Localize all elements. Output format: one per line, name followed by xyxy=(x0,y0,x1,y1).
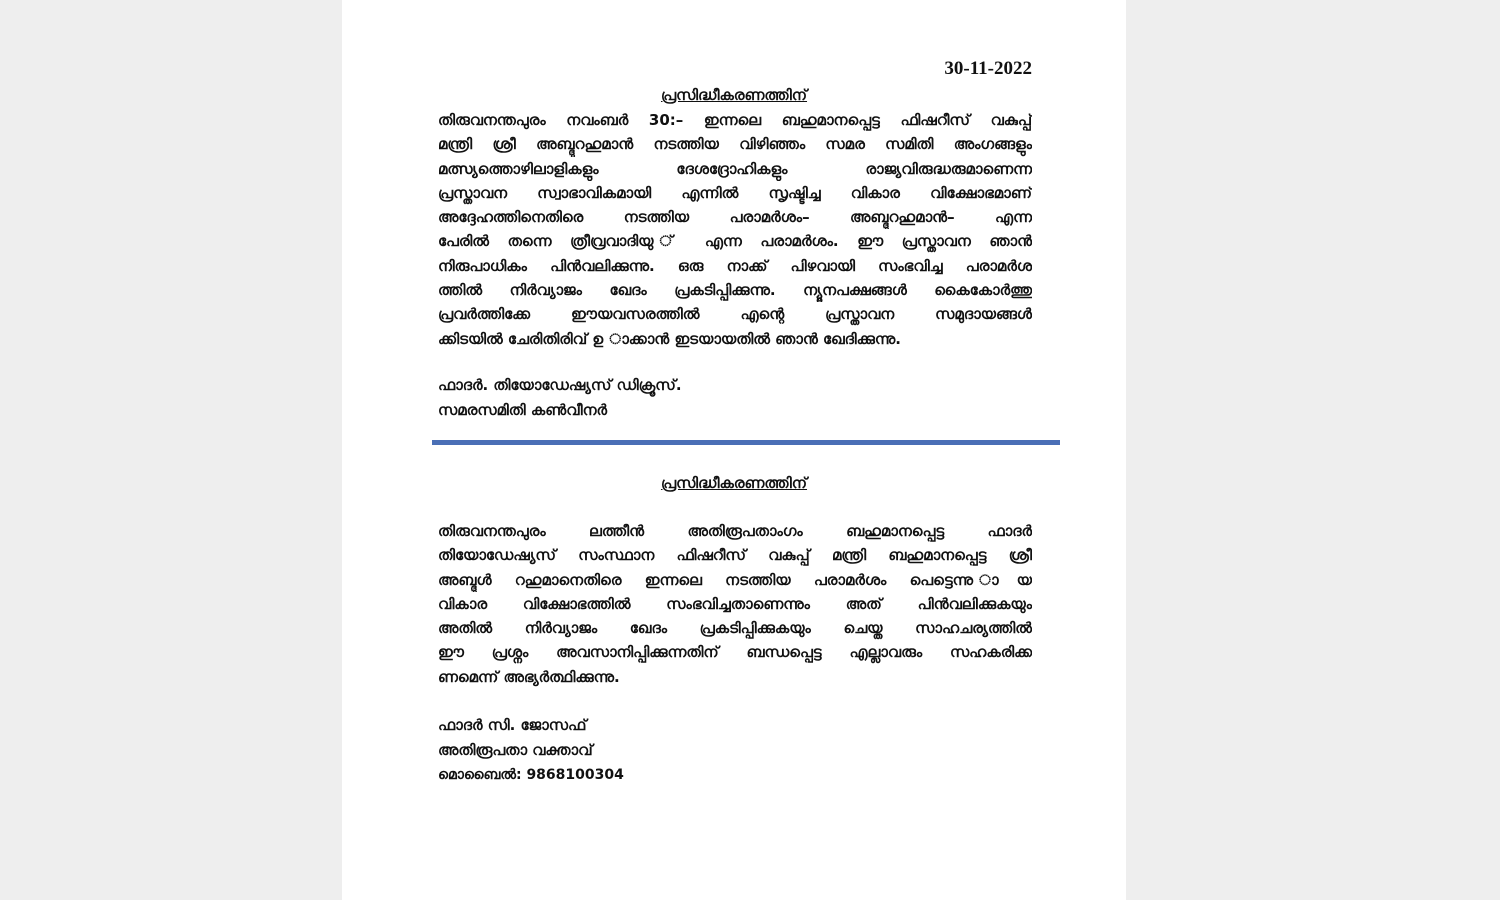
notice1-line: മത്സ്യത്തൊഴിലാളികളും ദേശദ്രോഹികളും രാജ്യവിരുദ്ധരുമാണെന്ന xyxy=(438,159,1032,178)
section-divider xyxy=(432,440,1060,445)
notice1-line: നിരുപാധികം പിൻവലിക്കുന്നു. ഒരു നാക്ക് പിഴവായി സംഭവിച്ച പരാമർശ xyxy=(438,256,1032,275)
notice1-line: പ്രസ്താവന സ്വാഭാവികമായി എന്നിൽ സൃഷ്ടിച്ച വികാര വിക്ഷോഭമാണ് xyxy=(438,183,1032,202)
notice1-signature xyxy=(438,373,682,423)
notice2-line: തിയോഡേഷ്യസ് സംസ്ഥാന ഫിഷറീസ് വകുപ്പ് മന്ത്രി ബഹുമാനപ്പെട്ട ശ്രീ xyxy=(438,546,1032,565)
notice2-heading: പ്രസിദ്ധീകരണത്തിന് xyxy=(660,474,808,492)
notice2-signature xyxy=(438,713,624,788)
notice1-heading: പ്രസിദ്ധീകരണത്തിന് xyxy=(660,86,808,104)
notice2-line: തിരുവനന്തപുരം ലത്തീൻ അതിരൂപതാംഗം ബഹുമാനപ്പെട്ട ഫാദർ xyxy=(438,522,1032,540)
notice1-line: ക്കിടയിൽ ചേരിതിരിവ് ഉ ാക്കാൻ ഇടയായതിൽ ഞാൻ ഖേദിക്കുന്നു. xyxy=(438,329,901,348)
notice2-body xyxy=(438,519,1032,689)
signatory-title: അതിരൂപതാ വക്താവ് xyxy=(438,741,593,759)
signatory-title: സമരസമിതി കൺവീനർ xyxy=(438,401,608,419)
notice2-line: ണമെന്ന് അഭ്യർത്ഥിക്കുന്നു. xyxy=(438,667,620,686)
notice1-line: അദ്ദേഹത്തിനെതിരെ നടത്തിയ പരാമർശം– അബ്ദുറഹുമാൻ– എന്ന xyxy=(438,208,1032,227)
notice1-body xyxy=(438,108,1032,351)
signatory-name: ഫാദർ. തിയോഡേഷ്യസ് ഡിക്രൂസ്. xyxy=(438,376,682,394)
press-release-page xyxy=(342,0,1126,900)
release-date: 30-11-2022 xyxy=(944,58,1032,79)
mobile-number: മൊബൈൽ: 9868100304 xyxy=(438,767,624,783)
notice1-line: മന്ത്രി ശ്രീ അബ്ദുറഹുമാൻ നടത്തിയ വിഴിഞ്ഞം സമര സമിതി അംഗങ്ങളും xyxy=(438,135,1032,154)
notice1-line: പ്രവർത്തിക്കേ ഈയവസരത്തിൽ എന്റെ പ്രസ്താവന സമുദായങ്ങൾ xyxy=(438,305,1032,324)
notice1-line: ത്തിൽ നിർവ്യാജം ഖേദം പ്രകടിപ്പിക്കുന്നു. ന്യൂനപക്ഷങ്ങൾ കൈകോർത്തു xyxy=(438,281,1032,300)
notice1-line: തിരുവനന്തപുരം നവംബർ 30:– ഇന്നലെ ബഹുമാനപ്പെട്ട ഫിഷറീസ് വകുപ്പ് xyxy=(438,111,1032,129)
notice1-line: പേരിൽ തന്നെ ത്രീവ്രവാദിയു ് എന്ന പരാമർശം. ഈ പ്രസ്താവന ഞാൻ xyxy=(438,232,1032,251)
notice2-line: വികാര വിക്ഷോഭത്തിൽ സംഭവിച്ചതാണെന്നും അത് പിൻവലിക്കുകയും xyxy=(438,594,1032,613)
notice2-line: അതിൽ നിർവ്യാജം ഖേദം പ്രകടിപ്പിക്കുകയും ചെയ്ത സാഹചര്യത്തിൽ xyxy=(438,619,1032,638)
notice2-line: ഈ പ്രശ്നം അവസാനിപ്പിക്കുന്നതിന് ബന്ധപ്പെട്ട എല്ലാവരും സഹകരിക്ക xyxy=(438,643,1032,662)
signatory-name: ഫാദർ സി. ജോസഫ് xyxy=(438,716,587,734)
notice2-line: അബ്ദുൾ റഹുമാനെതിരെ ഇന്നലെ നടത്തിയ പരാമർശം പെട്ടെന്നു ായ xyxy=(438,570,1032,589)
